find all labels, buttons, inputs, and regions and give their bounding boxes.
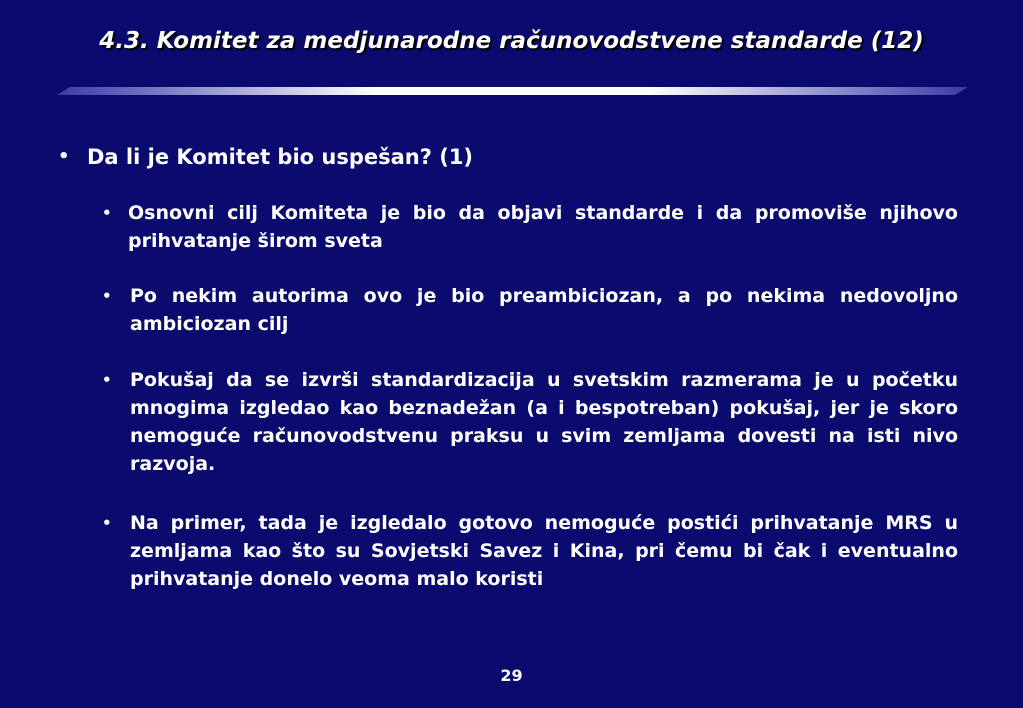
bullet-text-2: Po nekim autorima ovo je bio preambiciozan, a po nekima nedovoljno ambiciozan cilj xyxy=(130,285,958,335)
bullet-marker: • xyxy=(102,514,112,532)
bullet-text-4: Na primer, tada je izgledalo gotovo nemoguće postići prihvatanje MRS u zemljama kao što su Sovjetski Savez i Kina, pri čemu bi čak i eventualno prihvatanje donelo veoma malo koristi xyxy=(130,512,958,590)
bullet-marker: • xyxy=(58,146,70,167)
bullet-marker: • xyxy=(102,204,112,222)
bullet-text-3: Pokušaj da se izvrši standardizacija u svetskim razmerama je u početku mnogima izgledao kao beznadežan (a i bespotreban) pokušaj, jer je skoro nemoguće računovodstvenu praksu u svim zemljama dovesti na isti nivo razvoja. xyxy=(130,369,958,475)
slide-title: 4.3. Komitet za medjunarodne računovodstvene standarde (12) xyxy=(99,28,924,54)
page-number: 29 xyxy=(500,666,523,685)
bullet-text-1: Osnovni cilj Komiteta je bio da objavi standarde i da promoviše njihovo prihvatanje širom sveta xyxy=(128,202,958,252)
heading-bullet-text: Da li je Komitet bio uspešan? (1) xyxy=(87,145,474,169)
bullet-marker: • xyxy=(102,287,112,305)
bullet-marker: • xyxy=(102,371,112,389)
